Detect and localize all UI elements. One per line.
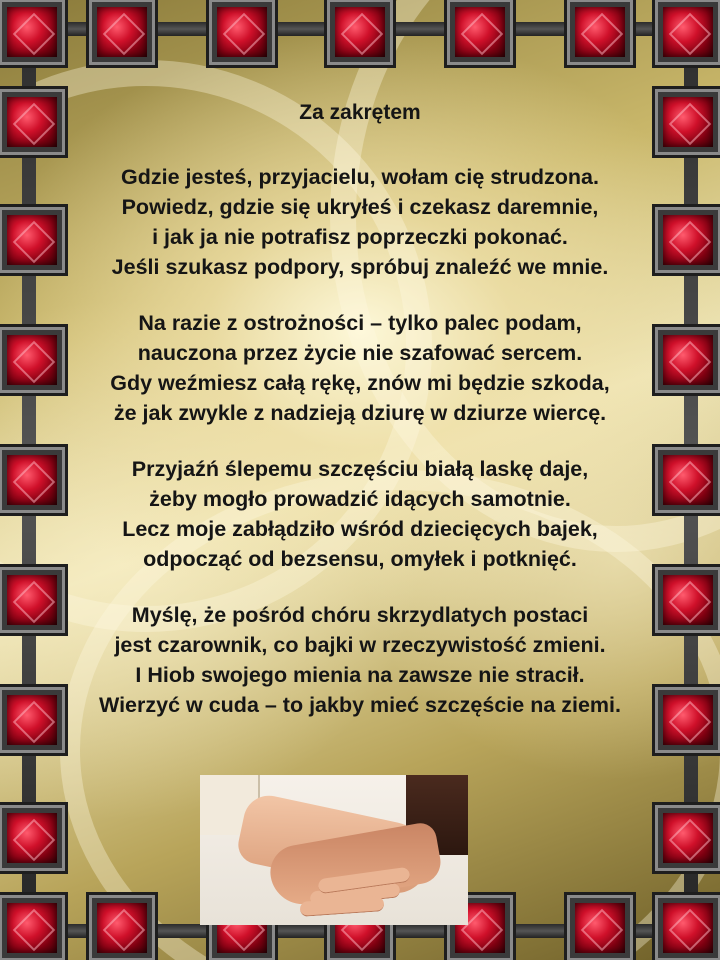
frame-gem: [92, 898, 152, 958]
poem-line: żeby mogło prowadzić idących samotnie.: [149, 487, 571, 511]
poem-line: odpocząć od bezsensu, omyłek i potknięć.: [143, 547, 577, 571]
stanza: [30, 454, 690, 574]
poem-line: Gdy weźmiesz całą rękę, znów mi będzie szkoda,: [110, 371, 610, 395]
stanza: [30, 162, 690, 282]
poem-line: Gdzie jesteś, przyjacielu, wołam cię strudzona.: [121, 165, 599, 189]
poem-line: że jak zwykle z nadzieją dziurę w dziurze wiercę.: [113, 401, 607, 425]
frame-gem: [658, 2, 718, 62]
poem-line: Wierzyć w cuda – to jakby mieć szczęście na ziemi.: [98, 693, 621, 717]
frame-gem: [658, 898, 718, 958]
stanza: [30, 308, 690, 428]
frame-gem: [2, 2, 62, 62]
poem: [30, 98, 690, 746]
frame-gem: [450, 2, 510, 62]
poem-line: Przyjaźń ślepemu szczęściu białą laskę daje,: [131, 457, 589, 481]
poem-line: Powiedz, gdzie się ukryłeś i czekasz daremnie,: [121, 195, 599, 219]
frame-gem: [2, 898, 62, 958]
frame-gem: [92, 2, 152, 62]
frame-gem: [330, 2, 390, 62]
frame-gem: [2, 808, 62, 868]
poem-title: Za zakrętem: [299, 101, 421, 124]
poem-line: nauczona przez życie nie szafować sercem.: [137, 341, 583, 365]
poem-line: jest czarownik, co bajki w rzeczywistość zmieni.: [114, 633, 606, 657]
poem-line: Lecz moje zabłądziło wśród dziecięcych bajek,: [122, 517, 598, 541]
poem-line: i jak ja nie potrafisz poprzeczki pokonać.: [152, 225, 568, 249]
frame-gem: [658, 808, 718, 868]
frame-gem: [570, 2, 630, 62]
poem-line: Myślę, że pośród chóru skrzydlatych postaci: [131, 603, 589, 627]
frame-gem: [212, 2, 272, 62]
poem-line: Jeśli szukasz podpory, spróbuj znaleźć we mnie.: [111, 255, 609, 279]
poem-line: I Hiob swojego mienia na zawsze nie stracił.: [135, 663, 585, 687]
poem-line: Na razie z ostrożności – tylko palec podam,: [138, 311, 582, 335]
stanza: [30, 600, 690, 720]
frame-gem: [570, 898, 630, 958]
handshake-picture: [200, 775, 468, 925]
